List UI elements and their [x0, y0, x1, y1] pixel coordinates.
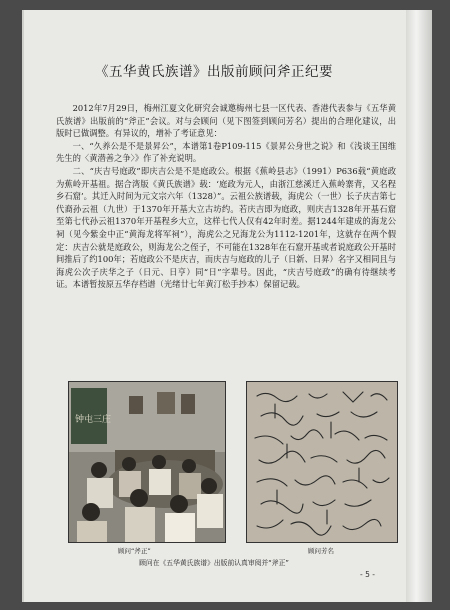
document-title: 《五华黄氏族谱》出版前顾问斧正纪要 [95, 64, 333, 80]
meeting-photo-caption: 顾问“斧正” [118, 547, 151, 555]
meeting-banner: 钟屯三庄 [75, 415, 112, 425]
document-page [22, 10, 432, 602]
page-binding-edge [406, 10, 432, 602]
photos-main-caption: 顾问在《五华黄氏族谱》出版前认真审阅并“斧正” [139, 559, 289, 567]
signature-photo-caption: 顾问芳名 [308, 547, 334, 555]
paragraph-point-one: 一、“久养公是不是景昇公”，本谱第1卷P109-115《景昇公身世之说》和《浅谈王国维先生的〈黄潜善之争〉》作了补充说明。 [56, 140, 396, 164]
signature-sheet-photo [246, 381, 398, 543]
paragraph-intro: 2012年7月29日，梅州江夏文化研究会诚邀梅州七县一区代表、香港代表参与《五华黄氏族谱》出版前的“斧正”会议。对与会顾问（见下图签到顾问芳名）提出的合理化建议，出版时已做调整。有异议的，增补了考证意见： [56, 103, 396, 139]
document-body [56, 102, 396, 291]
paragraph-point-two: 二、“庆吉号庭政”即庆吉公是不是庭政公。根据《蕉岭县志》（1991）P636载“黄庭政为蕉岭开基祖。据合湾版《黄氏族谱》载：‘庭政为元人，由浙江慈溪迁入蕉岭寨背，又名程乡石窟’。其迁入时间为元文宗六年（1328）”。云祖公族谱载，海虎公（一世）长子庆吉第七代裔孙云祖（九世）于1370年开基大立古坊约。若庆吉即为庭政，则庆吉1328年开基石窟至第七代孙云祖1370年开基程乡大立，这样七代人仅有42年时差。据1244年建成的海龙公祠（见今紫金中正“黄海龙将军祠”），海虎公之兄海龙公为1112-1201年，这就存在两个假定：庆吉公就是庭政公，则海龙公之侄子，不可能在1328年在石窟开基或者说庭政公开基时间推后了约100年；若庭政公不是庆吉，而庆吉与庭政的儿子（日新、日昇）名字又相同且与海虎公次子庆华之子（日元、日亨）同“日”字辈号。因此，“庆吉号庭政”的确有待继续考证。本谱暂按原五华存档谱（光绪廿七年黄汀松手抄本）保留记载。 [56, 165, 396, 290]
meeting-photo [68, 381, 226, 543]
page-number: - 5 - [360, 570, 375, 579]
